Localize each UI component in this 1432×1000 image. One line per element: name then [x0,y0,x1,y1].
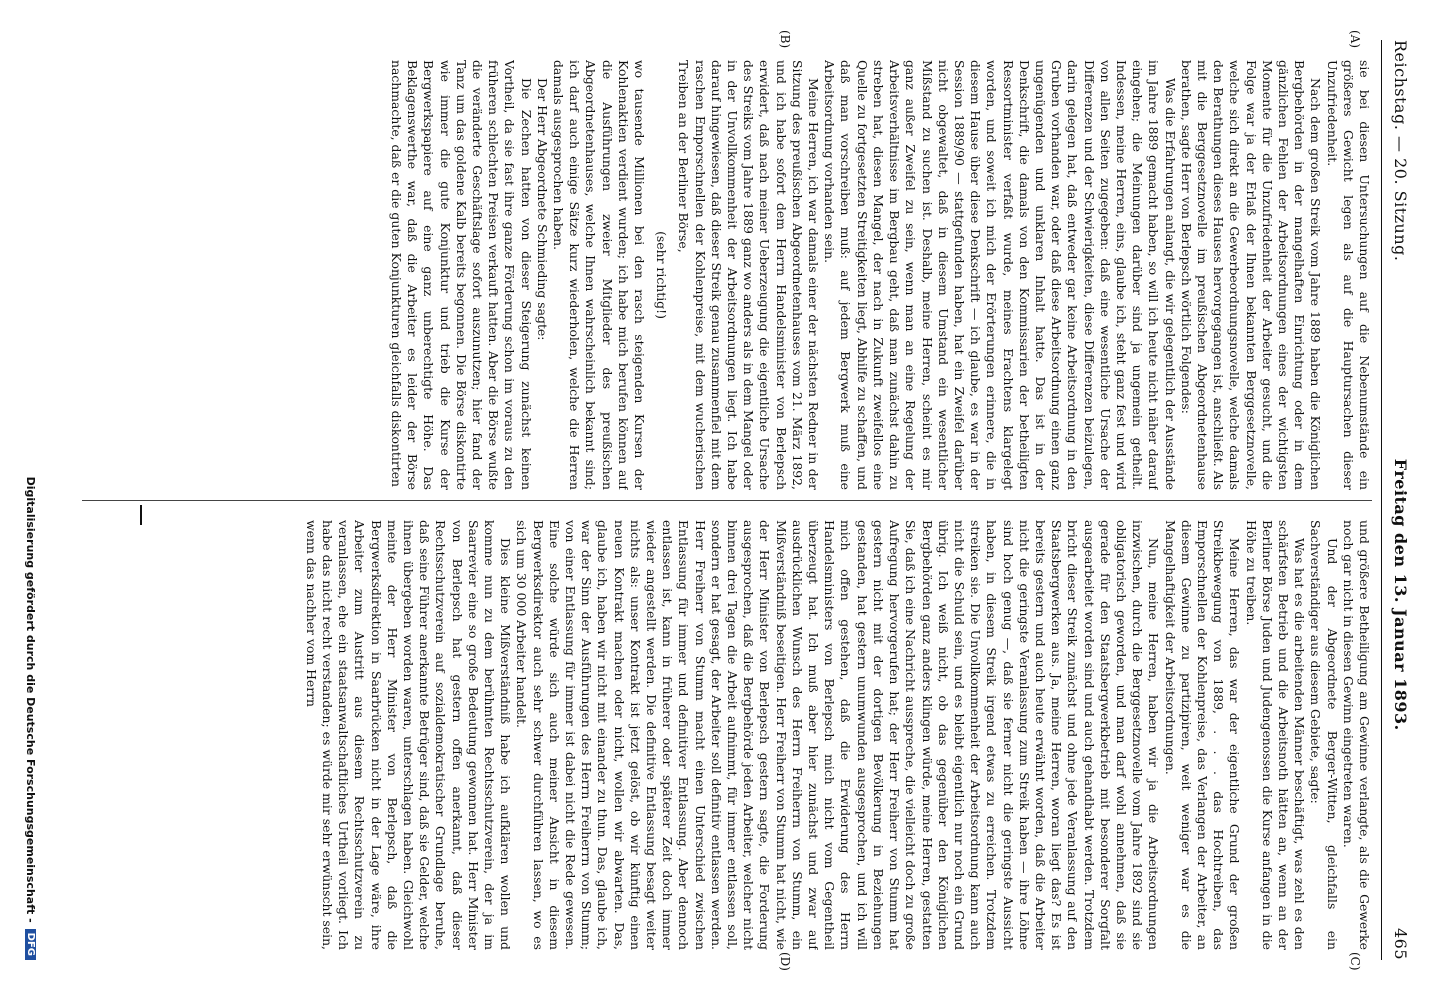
continuation-arrow [140,505,142,525]
margin-mark-d: (D) [778,952,792,971]
header-rule [1381,40,1382,960]
quote-paragraph: Was die Erfahrungen anlangt, die wir gelegentlich der Ausstände im Jahre 1889 gemacht haben, so will ich heute nicht näher darauf eingehen; die Meinungen darüber sind ja ungemein getheilt. Indessen, meine Herren, eins, glaube ich, steht ganz fest und wird von allen Seiten zugegeben: daß eine wesentliche Ursache der Differenzen und der Schwierigkeiten, diese Differenzen beizulegen, darin gelegen hat, daß entweder gar keine Arbeitsordnung in den Gruben vorhanden war, oder daß diese Arbeitsordnung einen ganz ungenügenden und unklaren Inhalt hatte. Das ist in der Denkschrift, die damals von den Kommissarien der betheiligten Ressortminister verfaßt wurde, meines Erachtens klargelegt worden, und soweit ich mich der Erörterungen erinnere, die in diesem Hause über diese Denkschrift — ich glaube, es war in der Session 1889/90 — stattgefunden haben, hat ein Zweifel darüber nicht obgewaltet, daß in diesem Umstand ein wesentlicher Mißstand zu suchen ist. Deshalb, meine Herren, scheint es mir ganz außer Zweifel zu sein, wenn man an eine Regelung der Arbeitsverhältnisse im Bergbau geht, daß man zunächst dahin zu streben hat, diesen Mangel, der nach in Zukunft zweifellos eine Quelle zu fortgesetzten Streitigkeiten liegt, Abhilfe zu schaffen, und daß man vorschreiben muß: auf jedem Bergwerk muß eine Arbeitsordnung vorhanden sein. [822,60,1178,490]
quote-paragraph: Was hat es die arbeitenden Männer beschäftigt, was zehl es den schärfsten Betrieb und die Arbeitsnoth hätten an, wenn an der Berliner Börse Juden und Judengenossen die Kurse anfangen in die Höhe zu treiben. [1243,520,1308,950]
paragraph: wo tausende Millionen bei den rasch steigenden Kursen der Kohlenaktien verdient wurden; ich habe mich berufen können auf die Ausführungen zweier Mitglieder des preußischen Abgeordnetenhauses, welche Ihnen wahrscheinlich bekannt sind; ich darf auch einige Sätze kurz wiederholen, welche die Herren damals ausgesprochen haben. [551,60,648,490]
column-divider [82,500,1372,501]
header-left: Reichstag. — 20. Sitzung. [1391,40,1410,262]
header-date: Freitag den 13. Januar 1893. [1391,458,1410,731]
left-column [82,60,1372,490]
page-number: 465 [1391,927,1410,960]
right-column [82,520,1372,950]
paragraph: Nun, meine Herren, haben wir ja die Arbeitsordnungen inzwischen, durch die Berggesetznovelle vom Jahre 1892 sind sie obligatorisch geworden, und man darf wohl annehmen, daß sie gerade für den Staatsbergwerkbetrieb mit besonderer Sorgfalt ausgearbeitet worden sind und auch gehandhabt werden. Trotzdem bricht dieser Streik zunächst und ohne jede Veranlassung auf den Staatsbergwerken aus. Ja, meine Herren, woran liegt das? Es ist bereits gestern und auch heute erwähnt worden, daß die Arbeiter nicht die geringste Veranlassung zum Streik haben — ihre Löhne sind hoch genug —, daß sie ferner nicht die geringste Aussicht haben, in diesem Streik irgend etwas zu erreichen. Trotzdem streiken sie. Die Unvollkommenheit der Arbeitsordnung kann auch nicht die Schuld sein, und es bleibt eigentlich nur noch ein Grund übrig. Ich weiß nicht, ob das gegenüber den Königlichen Bergbehörden ganz anders klingen würde, meine Herren, gestatten Sie, daß ich eine Nachricht ausspreche, die vielleicht doch zu große Aufregung hervorgerufen hat; der Herr Freiherr von Stumm hat gestern nicht mit der dortigen Bevölkerung in Beziehungen gestanden, hat gestern unumwunden ausgesprochen, und ich will mich offen gestehen, daß die Erwiderung des Herrn Handelsministers von Berlepsch mich nicht vom Gegentheil überzeugt hat. Ich muß aber hier zunächst und zwar auf ausdrücklichen Wunsch des Herrn Freiherrn von Stumm, ein Mißverständniß beseitigen. Herr Freiherr von Stumm hat nicht, wie der Herr Minister von Berlepsch gestern sagte, die Forderung ausgesprochen, daß die Bergbehörde jeden Arbeiter, welcher nicht binnen drei Tagen die Arbeit aufnimmt, für immer entlassen soll, sondern er hat gesagt, der Arbeiter soll definitiv entlassen werden. Herr Freiherr von Stumm macht einen Unterschied zwischen Entlassung für immer und definitiver Entlassung. Aber dennoch entlassen ist, kann in früherer oder späterer Zeit doch immer wieder angestellt werden. Die definitive Entlassung besagt weiter nichts als: unser Kontrakt ist jetzt gelöst, ob wir künftig einen neuen Kontrakt machen oder nicht, wollen wir abwarten. Das, glaube ich, haben wir nicht mit einander zu thun. Das, glaube ich, war der Sinn der Ausführungen des Herrn Freiherrn von Stumm; von einer Entlassung für immer ist dabei nicht die Rede gewesen. Eine solche würde sich auch meiner Ansicht in diesem Bergwerksdirektor auch sehr schwer durchführen lassen, wo es sich um 30 000 Arbeiter handelt. [514,520,1162,950]
interjection: (sehr richtig!) [654,231,670,319]
paragraph: Meine Herren, das war der eigentliche Grund der großen Streikbewegung von 1889, . . . das Hochtreiben, das Emporschnellen der Kohlenpreise, das Verlangen der Arbeiter, an diesem Gewinne zu partizipiren, weit weniger war es die Mangelhaftigkeit der Arbeitsordnungen. [1162,520,1243,950]
paragraph: und größere Betheiligung am Gewinne verlangte, als die Gewerke noch gar nicht in diesen Gewinn eingetreten waren. [1340,520,1372,950]
paragraph: sie bei diesen Untersuchungen auf die Nebenumstände ein größeres Gewicht legen als auf die Hauptursachen dieser Unzufriedenheit. [1324,60,1372,490]
page-header [1388,40,1410,960]
margin-mark-c: (C) [1348,952,1362,971]
margin-mark-b: (B) [778,30,792,49]
paragraph: Meine Herren, ich war damals einer der nächsten Redner in der Sitzung des preußischen Abgeordnetenhauses vom 21. März 1892, und ich habe sofort dem Herrn Handelsminister von Berlepsch erwidert, daß nach meiner Ueberzeugung die eigentliche Ursache des Streiks vom Jahre 1889 ganz wo anders als in dem Mangel oder in der Unvollkommenheit der Arbeitsordnungen liegt. Ich habe darauf hingewiesen, daß dieser Streik genau zusammenfiel mit dem raschen Emporschnellen der Kohlenpreise, mit dem wucherischen Treiben an der Berliner Börse, [676,60,822,490]
paragraph: Dies kleine Mißverständniß habe ich aufklären wollen und komme nun zu dem berühmten Rechtsschutzverein, der ja im Saarrevier eine so große Bedeutung gewonnen hat. Herr Minister von Berlepsch hat gestern offen anerkannt, daß dieser Rechtsschutzverein auf sozialdemokratischer Grundlage beruhe, daß seine Führer anerkannte Betrüger sind, daß sie Gelder, welche ihnen übergeben worden waren, unterschlagen haben. Gleichwohl meinte der Herr Minister von Berlepsch, daß die Bergwerksdirektion in Saarbrücken nicht in der Lage wäre, ihre Arbeiter zum Austritt aus diesem Rechtsschutzverein zu veranlassen, ehe ein staatsanwaltschaftliches Urtheil vorliegt. Ich habe das nicht recht verstanden; es würde mir sehr erwünscht sein, wenn das nachher vom Herrn [303,520,514,950]
digitization-footer [24,40,37,960]
paragraph: Nach dem großen Streik vom Jahre 1889 haben die Königlichen Bergbehörden in der mangelhaften Einrichtung oder in dem gänzlichen Fehlen der Arbeitsordnungen eines der wichtigsten Momente für die Unzufriedenheit der Arbeiter gesucht, und die Folge war ja der Erlaß der Ihnen bekannten Berggesetznovelle, welche sich direkt an die Gewerbeordnungsnovelle, welche damals den Berathungen dieses Hauses hervorgegangen ist, anschließt. Als mit die Berggesetznovelle im preußischen Abgeordnetenhause berathen, sagte Herr von Berlepsch wörtlich Folgendes: [1178,60,1324,490]
paragraph: Der Herr Abgeordnete Schmieding sagte: [534,78,550,341]
dfg-logo: DFG [25,929,36,960]
footer-text: Digitalisierung gefördert durch die Deutsche Forschungsgemeinschaft - [24,476,37,923]
margin-mark-a: (A) [1348,30,1362,49]
paragraph: Und der Abgeordnete Berger-Witten, gleichfalls ein Sachverständiger aus diesem Gebiete, sagte: [1308,520,1340,950]
quote-paragraph: Die Zechen hatten von dieser Steigerung zunächst keinen Vortheil, da sie fast ihre ganze Förderung schon im voraus zu den früheren schlechten Preisen verkauft hatten. Aber die Börse wußte die veränderte Geschäftslage sofort auszunutzen; hier fand der Tanz um das goldene Kalb bereits begonnen. Die Börse diskontirte wie immer die gute Konjunktur und trieb die Kurse der Bergwerkspapiere auf eine ganz unberechtigte Höhe. Das Beklagenswerthe war, daß die Arbeiter es leider der Börse nachmachte, daß er die guten Konjunkturen gleichfalls diskontirten [389,60,534,490]
